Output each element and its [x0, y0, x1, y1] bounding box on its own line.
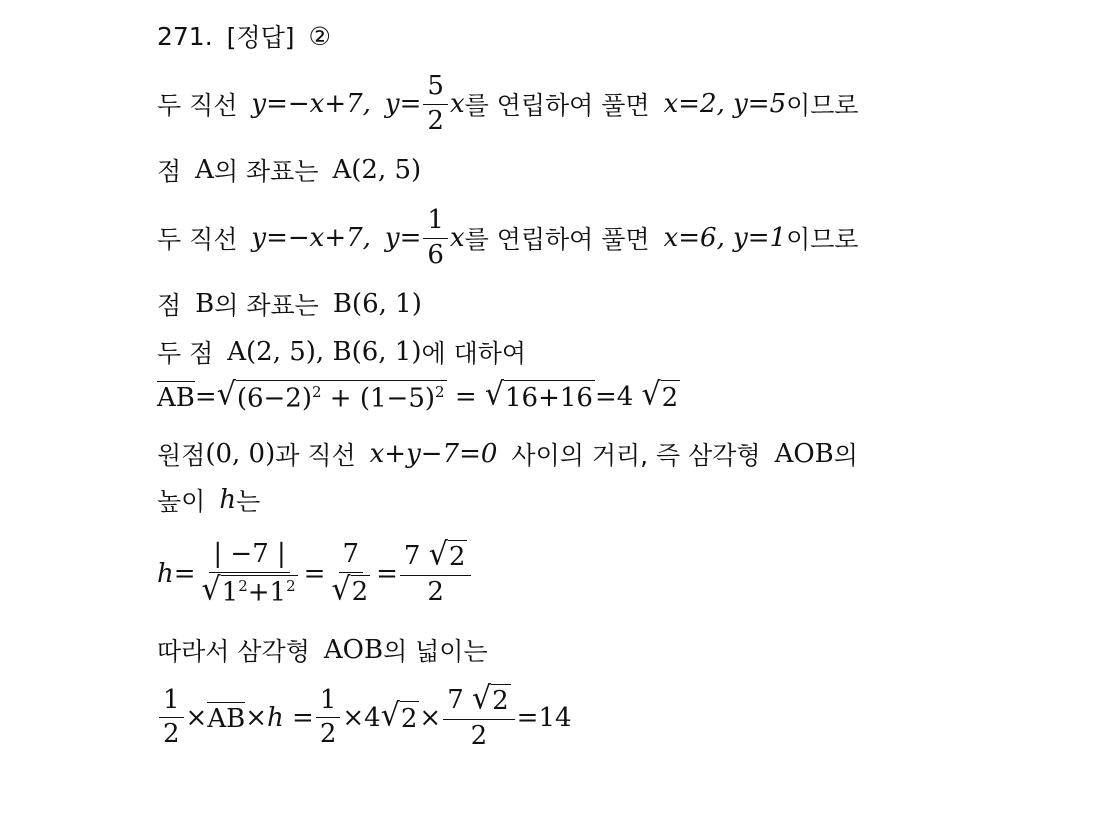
solution-line-6 [157, 376, 680, 414]
fraction: 7 √ 2 2 [443, 684, 514, 752]
text: 의 넓이는 [383, 637, 488, 666]
fraction: 7 √ 2 2 [400, 540, 471, 608]
solution: x=6, y=1 [663, 223, 787, 254]
sqrt-expression: √ 16+16 [484, 376, 593, 414]
variable: h [267, 702, 284, 733]
text: 점 [157, 291, 182, 320]
problem-header [157, 18, 331, 54]
text: 원점 [157, 441, 206, 470]
text: 의 좌표는 [213, 157, 319, 186]
segment-ab: AB [207, 703, 246, 734]
text: 과 직선 [275, 441, 356, 470]
text: 에 대하여 [421, 339, 527, 368]
solution-line-7 [157, 436, 858, 472]
result: =14 [516, 702, 572, 733]
fraction: $\frac{1}{2}$ [316, 686, 341, 751]
operator: × [419, 702, 442, 733]
triangle-label: AOB [774, 439, 834, 469]
answer-value: ② [308, 21, 331, 51]
solution-line-8 [157, 482, 260, 518]
equation: y=−x+7, [251, 223, 371, 254]
text: 사이의 거리, 즉 삼각형 [511, 441, 761, 470]
operator: = [454, 381, 477, 412]
sqrt-expression: √ 2 [380, 697, 418, 735]
fraction: $\frac{5}{2}$ [423, 72, 448, 137]
segment-ab: AB [157, 382, 195, 413]
fraction: 7 √ 2 [331, 539, 369, 608]
operator: = [292, 702, 314, 733]
fraction: | −7 | √ $1^2+1^2$ [201, 539, 296, 608]
point-coordinate: B(6, 1) [332, 289, 422, 319]
problem-number: 271. [157, 21, 213, 51]
solution-line-3 [157, 206, 859, 271]
text: 의 좌표는 [214, 291, 319, 320]
text: 높이 [157, 487, 206, 516]
operator: × [245, 702, 268, 733]
text: 의 [833, 441, 858, 470]
text: 점 [157, 157, 182, 186]
operator: = [194, 381, 217, 412]
equation: y=−x+7, [251, 89, 371, 120]
solution-line-10 [157, 632, 488, 668]
solution-line-11 [157, 680, 572, 752]
text: 를 연립하여 풀면 [464, 225, 650, 255]
text: 두 직선 [157, 91, 238, 121]
solution-line-9 [157, 536, 473, 608]
origin-coordinate: (0, 0) [205, 439, 276, 469]
solution-line-5 [157, 334, 526, 370]
operator: = [173, 559, 196, 590]
variable: x [449, 89, 465, 120]
operator: = [303, 559, 326, 590]
triangle-label: AOB [323, 635, 384, 665]
solution: x=2, y=5 [663, 89, 787, 120]
text: 이므로 [786, 91, 859, 121]
solution-line-1 [157, 72, 859, 137]
solution-line-4 [157, 286, 422, 322]
point-label: B [195, 289, 215, 319]
operator: × [185, 702, 208, 733]
line-equation: x+y−7=0 [369, 439, 498, 469]
point-label: A [195, 155, 214, 185]
value: ×4 [342, 702, 381, 733]
sqrt-expression: √ 2 [641, 376, 679, 414]
text: 두 직선 [157, 225, 238, 255]
points: A(2, 5), B(6, 1) [227, 337, 422, 367]
text: 를 연립하여 풀면 [464, 91, 650, 121]
fraction: $\frac{1}{6}$ [423, 206, 448, 271]
equation: y= [384, 89, 422, 120]
variable: h [157, 559, 174, 590]
text: 는 [236, 487, 261, 516]
text: 이므로 [786, 225, 859, 255]
point-coordinate: A(2, 5) [332, 155, 422, 185]
equation: y= [384, 223, 422, 254]
solution-line-2 [157, 152, 421, 188]
sqrt-expression: √ $(6-2)^2 + (1-5)^2$ [216, 376, 445, 414]
operator: = [376, 559, 398, 590]
fraction: $\frac{1}{2}$ [159, 686, 184, 751]
value: =4 [594, 381, 634, 412]
text: 따라서 삼각형 [157, 637, 310, 666]
variable: h [219, 485, 237, 515]
variable: x [449, 223, 465, 254]
text: 두 점 [157, 339, 214, 368]
answer-label: [정답] [226, 23, 295, 52]
